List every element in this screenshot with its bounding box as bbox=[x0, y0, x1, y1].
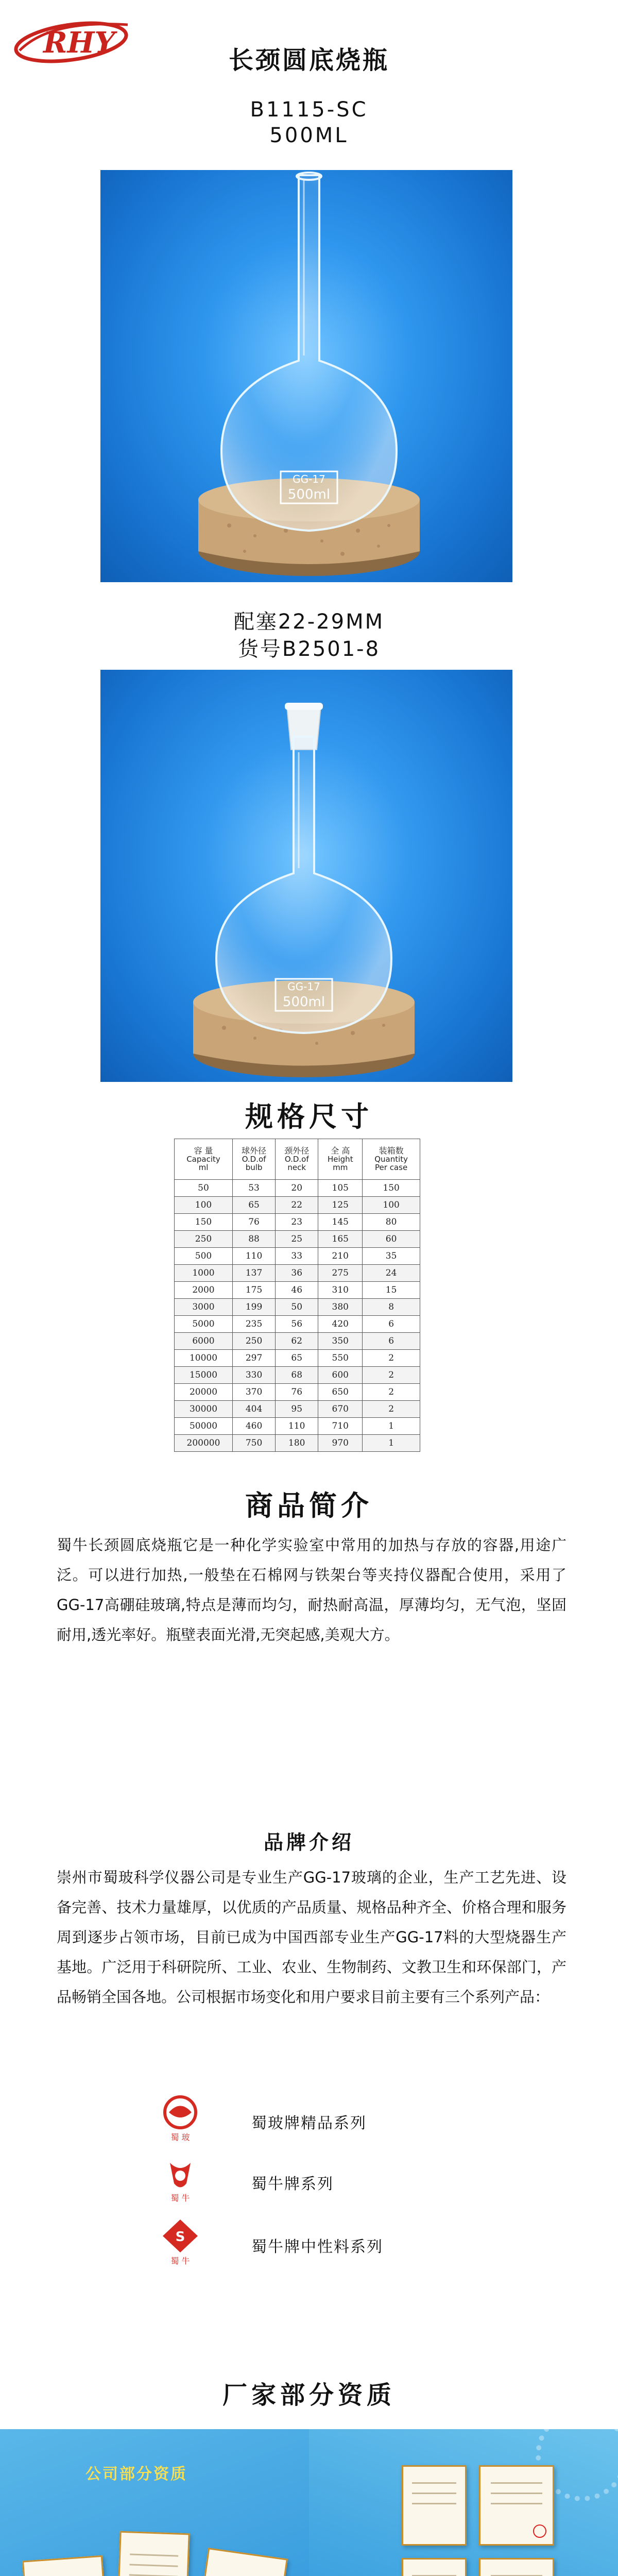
table-cell: 150 bbox=[175, 1214, 233, 1231]
certificate-r1 bbox=[402, 2465, 467, 2546]
svg-text:RHY: RHY bbox=[43, 26, 115, 60]
table-cell: 100 bbox=[175, 1197, 233, 1214]
table-cell: 2 bbox=[363, 1367, 420, 1384]
series-item-shuniu bbox=[0, 2153, 618, 2209]
table-cell: 650 bbox=[318, 1384, 363, 1401]
table-cell: 404 bbox=[232, 1401, 275, 1418]
certificate-cert bbox=[194, 2548, 288, 2576]
table-cell: 370 bbox=[232, 1384, 275, 1401]
series-item-shubo bbox=[0, 2092, 618, 2148]
table-cell: 88 bbox=[232, 1231, 275, 1248]
table-cell: 76 bbox=[276, 1384, 318, 1401]
volume-label: 500ML bbox=[269, 124, 349, 147]
table-cell: 1000 bbox=[175, 1265, 233, 1282]
table-cell: 2 bbox=[363, 1350, 420, 1367]
table-cell: 80 bbox=[363, 1214, 420, 1231]
table-cell: 105 bbox=[318, 1180, 363, 1197]
table-cell: 250 bbox=[175, 1231, 233, 1248]
svg-text:蜀 牛: 蜀 牛 bbox=[170, 2256, 190, 2266]
table-cell: 65 bbox=[232, 1197, 275, 1214]
table-cell: 2 bbox=[363, 1384, 420, 1401]
product-photo-flask bbox=[100, 170, 512, 582]
certificate-panel-right bbox=[309, 2429, 618, 2576]
table-cell: 50 bbox=[175, 1180, 233, 1197]
table-row bbox=[175, 1367, 420, 1384]
table-cell: 125 bbox=[318, 1197, 363, 1214]
table-cell: 60 bbox=[363, 1231, 420, 1248]
table-cell: 180 bbox=[276, 1435, 318, 1452]
series-label: 蜀牛牌中性料系列 bbox=[251, 2238, 383, 2256]
table-row bbox=[175, 1180, 420, 1197]
table-cell: 36 bbox=[276, 1265, 318, 1282]
table-cell: 6 bbox=[363, 1316, 420, 1333]
table-cell: 175 bbox=[232, 1282, 275, 1299]
certificate-small bbox=[117, 2531, 190, 2576]
table-cell: 15 bbox=[363, 1282, 420, 1299]
table-cell: 670 bbox=[318, 1401, 363, 1418]
table-row bbox=[175, 1197, 420, 1214]
table-cell: 310 bbox=[318, 1282, 363, 1299]
table-row bbox=[175, 1265, 420, 1282]
table-header-cell: 全 高 Height mm bbox=[318, 1139, 363, 1180]
table-cell: 200000 bbox=[175, 1435, 233, 1452]
table-cell: 275 bbox=[318, 1265, 363, 1282]
table-cell: 50 bbox=[276, 1299, 318, 1316]
table-cell: 95 bbox=[276, 1401, 318, 1418]
table-cell: 20000 bbox=[175, 1384, 233, 1401]
model-number: B1115-SC bbox=[250, 98, 368, 122]
table-cell: 5000 bbox=[175, 1316, 233, 1333]
table-cell: 210 bbox=[318, 1248, 363, 1265]
table-cell: 550 bbox=[318, 1350, 363, 1367]
table-cell: 6 bbox=[363, 1333, 420, 1350]
series-label: 蜀玻牌精品系列 bbox=[251, 2114, 367, 2132]
table-cell: 23 bbox=[276, 1214, 318, 1231]
certificate-panel-left bbox=[0, 2429, 309, 2576]
table-row bbox=[175, 1418, 420, 1435]
table-cell: 150 bbox=[363, 1180, 420, 1197]
table-cell: 56 bbox=[276, 1316, 318, 1333]
table-cell: 165 bbox=[318, 1231, 363, 1248]
table-cell: 35 bbox=[363, 1248, 420, 1265]
page-title: 长颈圆底烧瓶 bbox=[228, 46, 389, 75]
svg-text:S: S bbox=[175, 2229, 185, 2245]
table-row bbox=[175, 1282, 420, 1299]
table-cell: 600 bbox=[318, 1367, 363, 1384]
svg-text:500ml: 500ml bbox=[287, 487, 331, 502]
table-row bbox=[175, 1316, 420, 1333]
table-cell: 250 bbox=[232, 1333, 275, 1350]
table-cell: 65 bbox=[276, 1350, 318, 1367]
table-row bbox=[175, 1214, 420, 1231]
product-photo-flask-stopper bbox=[100, 670, 512, 1082]
table-cell: 62 bbox=[276, 1333, 318, 1350]
table-cell: 460 bbox=[232, 1418, 275, 1435]
table-cell: 6000 bbox=[175, 1333, 233, 1350]
shuniu-logo-icon bbox=[154, 2153, 206, 2204]
table-cell: 1 bbox=[363, 1435, 420, 1452]
table-cell: 10000 bbox=[175, 1350, 233, 1367]
table-cell: 750 bbox=[232, 1435, 275, 1452]
table-cell: 33 bbox=[276, 1248, 318, 1265]
table-row bbox=[175, 1350, 420, 1367]
table-cell: 46 bbox=[276, 1282, 318, 1299]
table-cell: 30000 bbox=[175, 1401, 233, 1418]
shubo-logo-icon bbox=[154, 2092, 206, 2143]
certificate-aaa bbox=[22, 2555, 110, 2576]
table-cell: 76 bbox=[232, 1214, 275, 1231]
table-cell: 3000 bbox=[175, 1299, 233, 1316]
table-header-cell: 颈外径 O.D.of neck bbox=[276, 1139, 318, 1180]
item-number: 货号B2501-8 bbox=[237, 637, 381, 661]
table-row bbox=[175, 1333, 420, 1350]
table-row bbox=[175, 1401, 420, 1418]
svg-text:GG-17: GG-17 bbox=[293, 473, 325, 485]
svg-text:蜀 玻: 蜀 玻 bbox=[170, 2132, 190, 2142]
table-cell: 710 bbox=[318, 1418, 363, 1435]
table-cell: 2 bbox=[363, 1401, 420, 1418]
series-item-shuniu-neutral bbox=[0, 2215, 618, 2272]
certificate-r4 bbox=[479, 2558, 554, 2576]
certificate-banner-title: 公司部分资质 bbox=[85, 2465, 187, 2483]
table-row bbox=[175, 1248, 420, 1265]
svg-text:GG-17: GG-17 bbox=[287, 980, 320, 993]
table-header-cell: 装箱数 Quantity Per case bbox=[363, 1139, 420, 1180]
brand-text: 崇州市蜀玻科学仪器公司是专业生产GG-17玻璃的企业，生产工艺先进、设备完善、技术力量雄厚，以优质的产品质量、规格品种齐全、价格合理和服务周到逐步占领市场，目前已成为中国西部专业生产GG-17料的大型烧器生产基地。广泛用于科研院所、工业、农业、生物制药、文教卫生和环保部门，产品畅销全国各地。公司根据市场变化和用户要求目前主要有三个系列产品： bbox=[57, 1869, 566, 2006]
stopper-size: 配塞22-29MM bbox=[233, 610, 385, 634]
table-cell: 110 bbox=[232, 1248, 275, 1265]
table-cell: 20 bbox=[276, 1180, 318, 1197]
table-header-cell: 球外径 O.D.of bulb bbox=[232, 1139, 275, 1180]
brand-section-title: 品牌介绍 bbox=[263, 1831, 354, 1854]
table-cell: 350 bbox=[318, 1333, 363, 1350]
series-label: 蜀牛牌系列 bbox=[251, 2175, 334, 2193]
table-cell: 53 bbox=[232, 1180, 275, 1197]
qualification-section-title: 厂家部分资质 bbox=[222, 2381, 396, 2410]
table-cell: 110 bbox=[276, 1418, 318, 1435]
table-cell: 297 bbox=[232, 1350, 275, 1367]
table-cell: 24 bbox=[363, 1265, 420, 1282]
table-cell: 145 bbox=[318, 1214, 363, 1231]
table-cell: 15000 bbox=[175, 1367, 233, 1384]
table-row bbox=[175, 1384, 420, 1401]
table-cell: 8 bbox=[363, 1299, 420, 1316]
table-cell: 1 bbox=[363, 1418, 420, 1435]
svg-text:蜀 牛: 蜀 牛 bbox=[170, 2193, 190, 2203]
svg-text:500ml: 500ml bbox=[282, 994, 325, 1010]
table-cell: 2000 bbox=[175, 1282, 233, 1299]
table-cell: 22 bbox=[276, 1197, 318, 1214]
shuniu-neutral-logo-icon bbox=[154, 2215, 206, 2267]
table-row bbox=[175, 1231, 420, 1248]
certificate-r2 bbox=[479, 2465, 554, 2546]
table-row bbox=[175, 1435, 420, 1452]
table-cell: 50000 bbox=[175, 1418, 233, 1435]
certificate-r3 bbox=[402, 2558, 467, 2576]
table-cell: 100 bbox=[363, 1197, 420, 1214]
table-cell: 420 bbox=[318, 1316, 363, 1333]
table-cell: 970 bbox=[318, 1435, 363, 1452]
table-cell: 199 bbox=[232, 1299, 275, 1316]
spec-section-title: 规格尺寸 bbox=[245, 1100, 373, 1133]
table-cell: 500 bbox=[175, 1248, 233, 1265]
table-cell: 25 bbox=[276, 1231, 318, 1248]
table-cell: 380 bbox=[318, 1299, 363, 1316]
intro-text: 蜀牛长颈圆底烧瓶它是一种化学实验室中常用的加热与存放的容器,用途广泛。可以进行加热,一般垫在石棉网与铁架台等夹持仪器配合使用，采用了GG-17高硼硅玻璃,特点是薄而均匀，耐热耐高温，厚薄均匀，无气泡，坚固耐用,透光率好。瓶壁表面光滑,无突起感,美观大方。 bbox=[57, 1536, 566, 1643]
intro-section-title: 商品简介 bbox=[245, 1489, 373, 1522]
spec-table bbox=[174, 1139, 420, 1452]
table-header-cell: 容 量 Capacity ml bbox=[175, 1139, 233, 1180]
table-cell: 235 bbox=[232, 1316, 275, 1333]
table-cell: 330 bbox=[232, 1367, 275, 1384]
table-cell: 68 bbox=[276, 1367, 318, 1384]
table-cell: 137 bbox=[232, 1265, 275, 1282]
table-row bbox=[175, 1299, 420, 1316]
